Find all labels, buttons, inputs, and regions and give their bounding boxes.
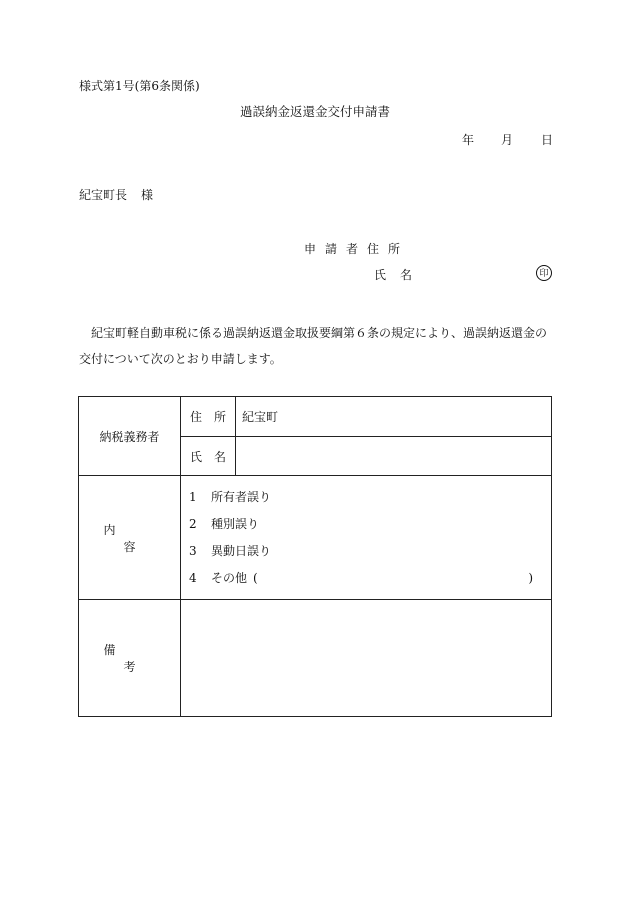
address-label: 住所 <box>189 410 238 424</box>
application-table <box>78 396 552 717</box>
address-label-cell <box>181 397 236 437</box>
document-title: 過誤納金返還金交付申請書 <box>239 104 390 119</box>
date-year-label: 年 <box>462 133 475 147</box>
name-value-cell[interactable] <box>236 437 552 476</box>
addressee-name: 紀宝町長 <box>79 188 128 202</box>
taxpayer-address-row <box>79 397 552 437</box>
option-label: 異動日誤り <box>211 543 272 558</box>
remarks-row <box>79 600 552 717</box>
application-statement: 紀宝町軽自動車税に係る過誤納返還金取扱要綱第６条の規定により、過誤納返還金の交付について次のとおり申請します。 <box>79 326 548 366</box>
addressee <box>79 189 153 201</box>
address-value-cell[interactable] <box>236 397 552 437</box>
name-label-cell <box>181 437 236 476</box>
option-item-other[interactable] <box>189 565 551 592</box>
option-item[interactable] <box>189 484 551 511</box>
other-paren-open: ( <box>253 570 258 585</box>
option-item[interactable] <box>189 538 551 565</box>
remarks-label-cell <box>79 600 181 717</box>
date-day-label: 日 <box>541 133 554 147</box>
option-label: 種別誤り <box>211 516 260 531</box>
option-label: その他 <box>211 570 248 585</box>
name-label: 氏名 <box>189 449 238 464</box>
option-item[interactable] <box>189 511 551 538</box>
option-number: 2 <box>189 516 197 531</box>
option-number: 4 <box>189 570 197 585</box>
content-label-cell <box>79 476 181 600</box>
content-row <box>79 476 552 600</box>
addressee-honorific: 様 <box>141 188 154 202</box>
option-number: 1 <box>189 489 197 504</box>
seal-icon: 印 <box>536 265 552 281</box>
option-number: 3 <box>189 543 197 558</box>
option-label: 所有者誤り <box>211 489 272 504</box>
other-paren-close: ) <box>528 570 533 585</box>
date-month-label: 月 <box>501 133 514 147</box>
remarks-label: 備考 <box>103 643 176 674</box>
remarks-value-cell[interactable] <box>181 600 552 717</box>
content-options-cell <box>181 476 552 600</box>
content-label: 内容 <box>103 522 176 554</box>
content-options <box>181 484 551 592</box>
applicant-address-label: 申請者住所 <box>304 242 410 256</box>
form-number: 様式第1号(第6条関係) <box>79 79 200 93</box>
taxpayer-label-cell <box>79 397 181 476</box>
address-value: 紀宝町 <box>242 410 279 424</box>
taxpayer-label: 納税義務者 <box>99 429 160 444</box>
applicant-name-label: 氏名 <box>374 268 427 282</box>
